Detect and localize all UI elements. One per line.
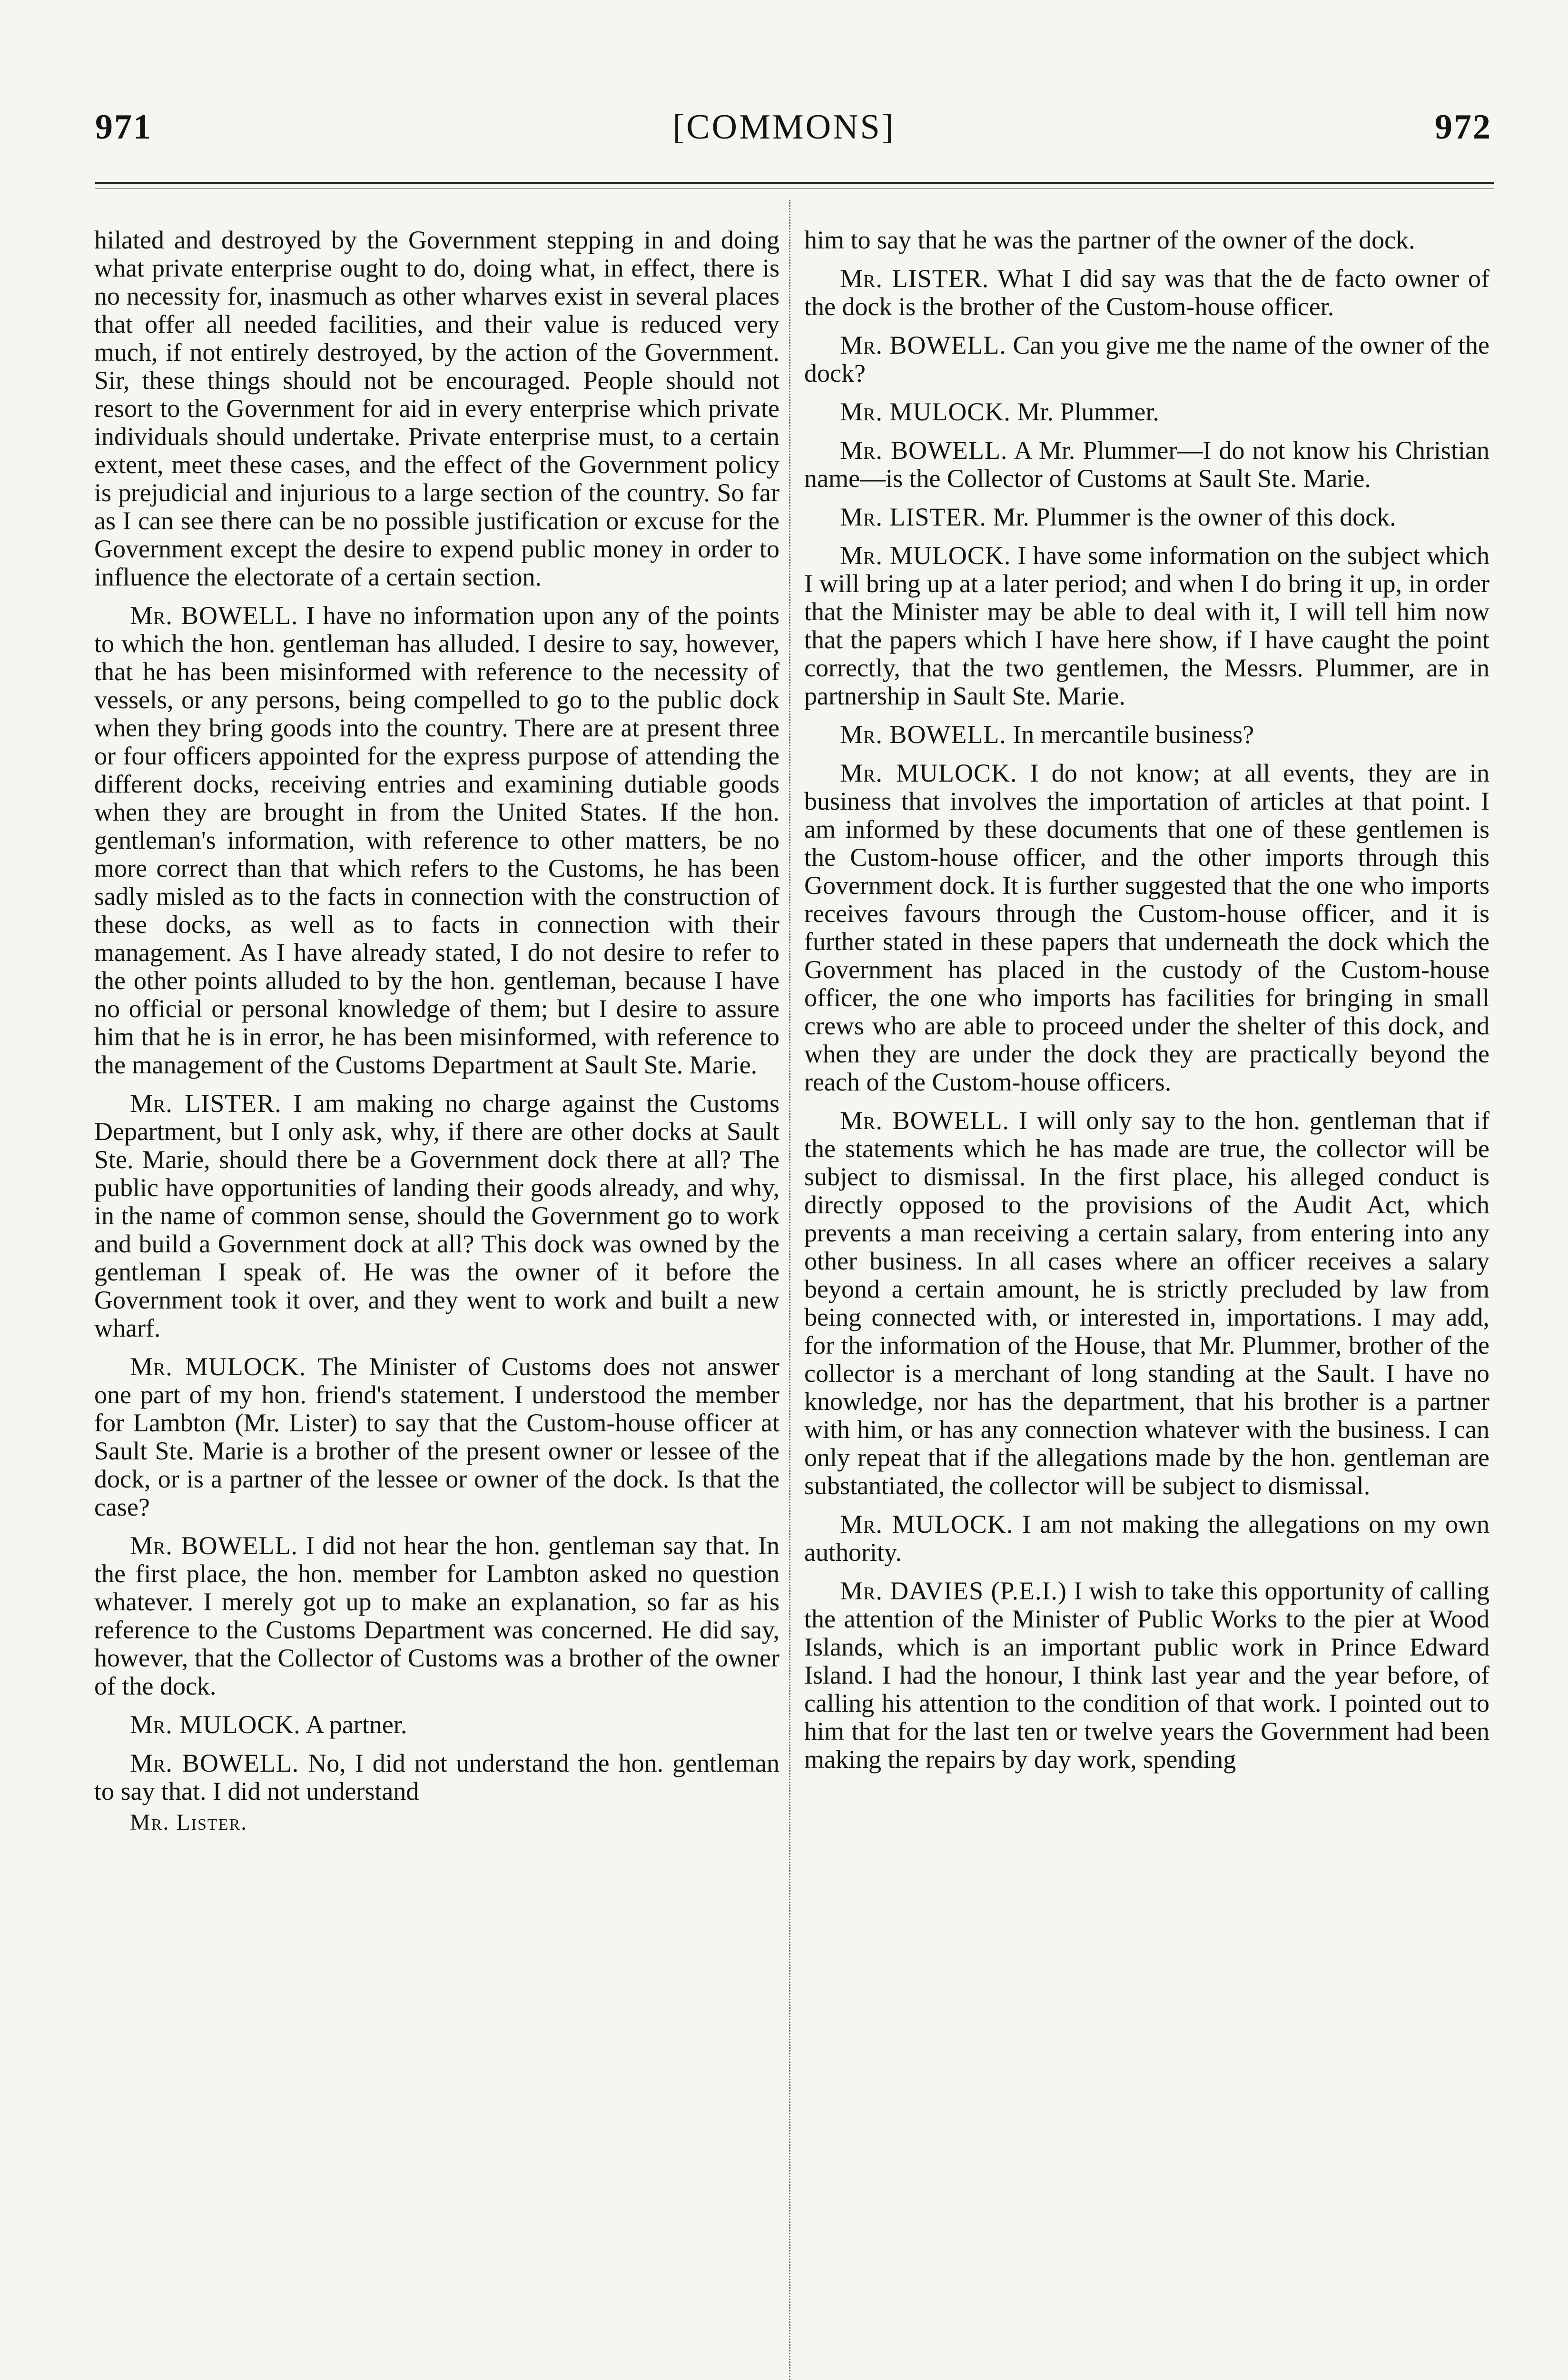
paragraph-text: A partner. <box>306 1710 407 1739</box>
page-title: [COMMONS] <box>672 108 896 147</box>
right-column <box>804 226 1489 1774</box>
speaker-name: Mr. BOWELL. <box>840 331 1006 359</box>
paragraph <box>94 1749 779 1836</box>
column-divider <box>789 200 790 2380</box>
paragraph <box>94 1711 779 1739</box>
paragraph-text: A Mr. Plummer—I do not know his Christian name—is the Collector of Customs at Sault Ste. Marie. <box>804 436 1489 493</box>
speaker-name: Mr. MULOCK. <box>840 1510 1014 1538</box>
speaker-name: Mr. MULOCK. <box>130 1710 301 1739</box>
paragraph-text: I am not making the allegations on my own authority. <box>804 1510 1489 1567</box>
paragraph <box>804 398 1489 426</box>
running-head <box>0 107 1568 150</box>
header-rule <box>95 182 1494 184</box>
paragraph-text: I wish to take this opportunity of calling the attention of the Minister of Public Works to the pier at Wood Islands, which is an important public work in Prince Edward Island. I had the honour, I think last year and the year before, of calling his attention to the condition of that work. I pointed out to him that for the last ten or twelve years the Government had been making the repairs by day work, spending <box>804 1577 1489 1774</box>
paragraph <box>804 759 1489 1096</box>
speaker-name: Mr. DAVIES (P.E.I.) <box>840 1577 1067 1605</box>
paragraph <box>804 1577 1489 1774</box>
continuation-speaker: Mr. Lister. <box>130 1810 248 1835</box>
paragraph-text: I have some information on the subject which I will bring up at a later period; and when I do bring it up, in order that the Minister may be able to deal with it, I will tell him now that the papers which I have here show, if I have caught the point correctly, that the two gentlemen, the Messrs. Plummer, are in partnership in Sault Ste. Marie. <box>804 541 1490 710</box>
speaker-name: Mr. LISTER. <box>840 503 986 531</box>
speaker-name: Mr. MULOCK. <box>130 1352 306 1381</box>
paragraph <box>94 1090 779 1342</box>
speaker-name: Mr. BOWELL. <box>840 1106 1010 1135</box>
paragraph-text: I do not know; at all events, they are in business that involves the importation of articles at that point. I am informed by these documents that one of these gentlemen is the Custom-house officer, and the other imports through this Government dock. It is further suggested that the one who imports receives favours through the Custom-house officer, and it is further stated in these papers that underneath the dock which the Government has placed in the custody of the Custom-house officer, the one who imports has facilities for bringing in small crews who are able to proceed under the shelter of this dock, and when they are under the dock they are practically beyond the reach of the Custom-house officers. <box>804 759 1489 1096</box>
paragraph-text: The Minister of Customs does not answer one part of my hon. friend's statement. I understood the member for Lambton (Mr. Lister) to say that the Custom-house officer at Sault Ste. Marie is a brother of the present owner or lessee of the dock, or is a partner of the lessee or owner of the dock. Is that the case? <box>94 1352 780 1521</box>
paragraph-text: In mercantile business? <box>1013 720 1254 749</box>
speaker-name: Mr. BOWELL. <box>130 601 298 630</box>
paragraph <box>804 503 1489 531</box>
paragraph-text: Mr. Plummer. <box>1017 397 1159 426</box>
paragraph <box>94 226 779 591</box>
speaker-name: Mr. BOWELL. <box>130 1531 298 1560</box>
paragraph <box>804 331 1489 387</box>
paragraph-text: No, I did not understand the hon. gentleman to say that. I did not understand <box>94 1749 780 1805</box>
speaker-name: Mr. MULOCK. <box>840 759 1017 787</box>
paragraph <box>804 436 1489 493</box>
paragraph-text: Mr. Plummer is the owner of this dock. <box>993 503 1396 531</box>
speaker-name: Mr. BOWELL. <box>840 720 1006 749</box>
paragraph-text: I am making no charge against the Customs Department, but I only ask, why, if there are other docks at Sault Ste. Marie, should there be a Government dock there at all? The public have opportunities of landing their goods already, and why, in the name of common sense, should the Government go to work and build a Government dock at all? This dock was owned by the gentleman I speak of. He was the owner of it before the Government took it over, and they went to work and built a new wharf. <box>94 1089 780 1342</box>
speaker-name: Mr. LISTER. <box>840 264 989 293</box>
paragraph <box>804 721 1489 749</box>
speaker-name: Mr. LISTER. <box>130 1089 282 1118</box>
paragraph-text: hilated and destroyed by the Government stepping in and doing what private enterprise ought to do, doing what, in effect, there is no necessity for, inasmuch as other wharves exist in several places that offer all needed facilities, and their value is reduced very much, if not entirely destroyed, by the action of the Government. Sir, these things should not be encouraged. People should not resort to the Government for aid in every enterprise which private individuals should undertake. Private enterprise must, to a certain extent, meet these cases, and the effect of the Government policy is prejudicial and injurious to a large section of the country. So far as I can see there can be no possible justification or excuse for the Government except the desire to expend public money in order to influence the electorate of a certain section. <box>94 226 779 591</box>
right-page-number: 972 <box>1435 108 1492 147</box>
speaker-name: Mr. MULOCK. <box>840 541 1011 570</box>
paragraph <box>94 1532 779 1700</box>
paragraph-text: him to say that he was the partner of the owner of the dock. <box>804 226 1415 254</box>
paragraph-text: I did not hear the hon. gentleman say that. In the first place, the hon. member for Lambton asked no question whatever. I merely got up to make an explanation, so far as his reference to the Customs Department was concerned. He did say, however, that the Collector of Customs was a brother of the owner of the dock. <box>94 1531 779 1700</box>
paragraph-text: I have no information upon any of the points to which the hon. gentleman has alluded. I desire to say, however, that he has been misinformed with reference to the necessity of vessels, or any persons, being compelled to go to the public dock when they bring goods into the country. There are at present three or four officers appointed for the express purpose of attending the different docks, receiving entries and examining dutiable goods when they are brought in from the United States. If the hon. gentleman's information, with reference to other matters, be no more correct than that which refers to the Customs, he has been sadly misled as to the facts in connection with the construction of these docks, as well as to facts in connection with their management. As I have already stated, I do not desire to refer to the other points alluded to by the hon. gentleman, because I have no official or personal knowledge of them; but I desire to assure him that he is in error, he has been misinformed, with reference to the management of the Customs Department at Sault Ste. Marie. <box>94 601 779 1079</box>
paragraph <box>94 1353 779 1521</box>
paragraph-text: I will only say to the hon. gentleman that if the statements which he has made are true, the collector will be subject to dismissal. In the first place, his alleged conduct is directly opposed to the provisions of the Audit Act, which prevents a man receiving a certain salary, from entering into any other business. In all cases where an officer receives a salary beyond a certain amount, he is strictly precluded by law from being connected with, or interested in, importations. I may add, for the information of the House, that Mr. Plummer, brother of the collector is a merchant of long standing at the Sault. I have no knowledge, nor has the department, that his brother is a partner with him, or has any connection whatever with the business. I can only repeat that if the allegations made by the hon. gentleman are substantiated, the collector will be subject to dismissal. <box>804 1106 1489 1500</box>
speaker-name: Mr. MULOCK. <box>840 397 1011 426</box>
speaker-name: Mr. BOWELL. <box>130 1749 299 1777</box>
left-column <box>94 226 779 1836</box>
paragraph <box>804 226 1489 254</box>
paragraph <box>804 1107 1489 1500</box>
paragraph-text: Can you give me the name of the owner of the dock? <box>804 331 1490 387</box>
left-page-number: 971 <box>95 108 152 147</box>
speaker-name: Mr. BOWELL. <box>840 436 1008 465</box>
paragraph-text: What I did say was that the de facto owner of the dock is the brother of the Custom-house officer. <box>804 264 1489 321</box>
paragraph <box>804 1510 1489 1567</box>
paragraph <box>804 265 1489 321</box>
paragraph <box>804 542 1489 710</box>
header-rule-thin <box>95 188 1494 189</box>
paragraph <box>94 602 779 1079</box>
